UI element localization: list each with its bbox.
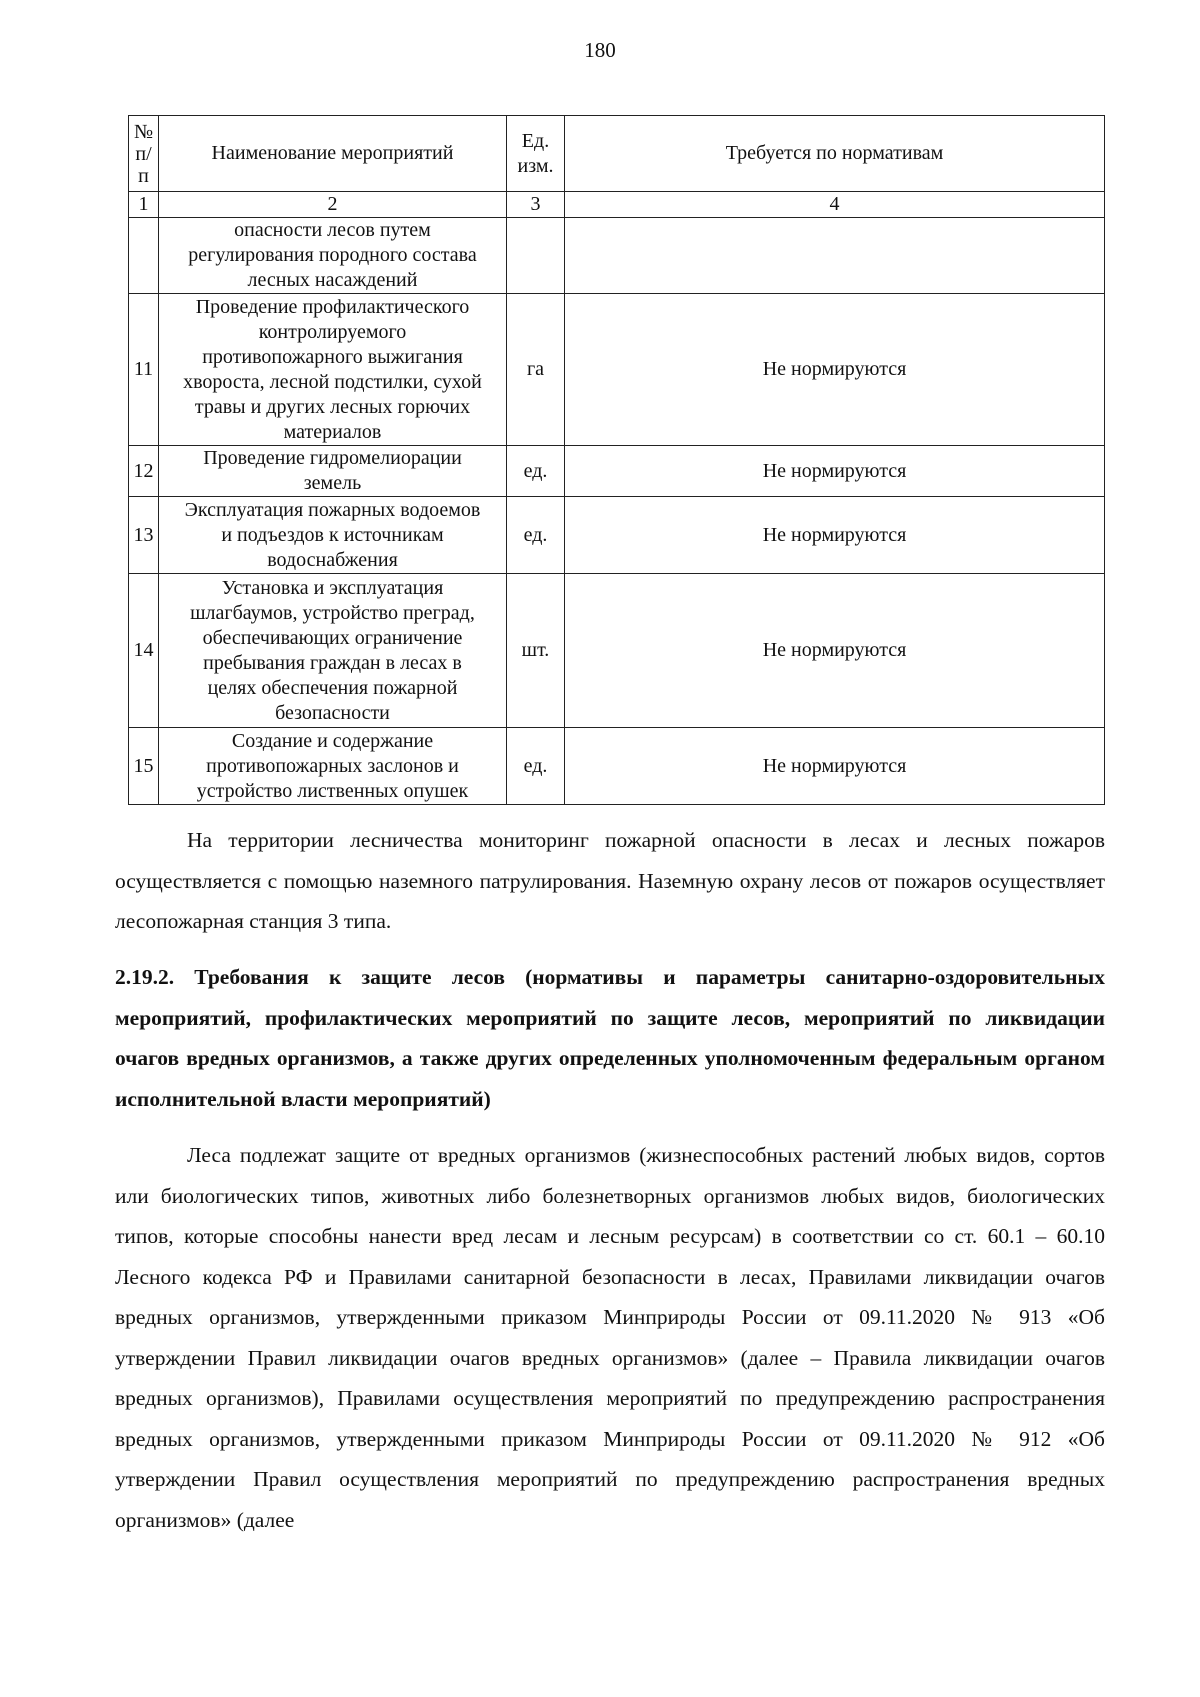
header-num-line: № xyxy=(133,120,154,143)
row-norm-cell xyxy=(565,218,1105,294)
row-name-line: противопожарного выжигания xyxy=(202,345,463,368)
row-norm-cell: Не нормируются xyxy=(565,574,1105,728)
row-norm-cell: Не нормируются xyxy=(565,294,1105,446)
row-name-line: Проведение профилактического xyxy=(195,295,470,318)
row-unit-cell: ед. xyxy=(507,446,565,497)
row-name-line: устройство лиственных опушек xyxy=(196,779,469,802)
row-name-cell xyxy=(159,294,507,446)
column-index-cell: 1 xyxy=(129,192,159,218)
row-num-cell: 15 xyxy=(129,728,159,805)
row-num-cell: 14 xyxy=(129,574,159,728)
row-name-line: шлагбаумов, устройство преград, xyxy=(190,601,475,624)
header-num-cell xyxy=(129,116,159,192)
row-name-line: лесных насаждений xyxy=(247,269,418,291)
header-unit-line: Ед. xyxy=(521,129,550,152)
row-num-cell: 11 xyxy=(129,294,159,446)
monitoring-paragraph-text: На территории лесничества мониторинг пожарной опасности в лесах и лесных пожаров осуществляется с помощью наземного патрулирования. Наземную охрану лесов от пожаров осуществляет лесопожарная станция 3 типа. xyxy=(115,828,1105,933)
table-row xyxy=(129,446,1105,497)
row-norm-cell: Не нормируются xyxy=(565,497,1105,574)
column-index-row xyxy=(129,192,1105,218)
row-name-line: целях обеспечения пожарной xyxy=(207,676,458,699)
measures-table xyxy=(128,115,1105,805)
row-num-cell: 12 xyxy=(129,446,159,497)
row-name-cell xyxy=(159,728,507,805)
row-name-line: земель xyxy=(303,472,362,494)
row-name-cell xyxy=(159,497,507,574)
row-name-line: опасности лесов путем xyxy=(234,219,431,241)
column-index-cell: 2 xyxy=(159,192,507,218)
row-name-line: противопожарных заслонов и xyxy=(206,754,459,777)
row-unit-cell: га xyxy=(507,294,565,446)
table-header-row xyxy=(129,116,1105,192)
row-name-line: Эксплуатация пожарных водоемов xyxy=(184,498,481,521)
row-norm-cell: Не нормируются xyxy=(565,446,1105,497)
row-name-line: водоснабжения xyxy=(267,548,398,571)
table-row xyxy=(129,728,1105,805)
page-number: 180 xyxy=(584,38,616,62)
row-num-cell xyxy=(129,218,159,294)
row-name-line: регулирования породного состава xyxy=(188,244,477,266)
table-row xyxy=(129,574,1105,728)
row-unit-cell: ед. xyxy=(507,497,565,574)
header-num-line: п/ xyxy=(135,142,152,165)
column-index-cell: 3 xyxy=(507,192,565,218)
row-name-line: и подъездов к источникам xyxy=(221,523,444,546)
header-unit-cell xyxy=(507,116,565,192)
row-unit-cell xyxy=(507,218,565,294)
header-unit-line: изм. xyxy=(517,154,554,177)
row-num-cell: 13 xyxy=(129,497,159,574)
row-unit-cell: ед. xyxy=(507,728,565,805)
row-name-line: пребывания граждан в лесах в xyxy=(203,651,462,674)
row-name-line: хвороста, лесной подстилки, сухой xyxy=(183,370,482,393)
row-name-line: Установка и эксплуатация xyxy=(221,576,444,599)
header-num-line: п xyxy=(138,164,149,187)
row-name-cell xyxy=(159,218,507,294)
table-row-continuation xyxy=(129,218,1105,294)
row-name-line: контролируемого xyxy=(258,320,407,343)
row-name-line: Создание и содержание xyxy=(231,729,434,752)
column-index-cell: 4 xyxy=(565,192,1105,218)
protection-paragraph-text: Леса подлежат защите от вредных организмов (жизнеспособных растений любых видов, сортов или биологических типов, животных либо болезнетворных организмов любых видов, биологических типов, которые способны нанести вред лесам и лесным ресурсам) в соответствии со ст. 60.1 – 60.10 Лесного кодекса РФ и Правилами санитарной безопасности в лесах, Правилами ликвидации очагов вредных организмов, утвержденными приказом Минприроды России от 09.11.2020 № 913 «Об утверждении Правил ликвидации очагов вредных организмов» (далее – Правила ликвидации очагов вредных организмов), Правилами осуществления мероприятий по предупреждению распространения вредных организмов, утвержденными приказом Минприроды России от 09.11.2020 № 912 «Об утверждении Правил осуществления мероприятий по предупреждению распространения вредных организмов» (далее xyxy=(115,1143,1105,1532)
row-name-line: обеспечивающих ограничение xyxy=(202,626,463,649)
row-norm-cell: Не нормируются xyxy=(565,728,1105,805)
section-heading xyxy=(115,957,1105,1119)
row-unit-cell: шт. xyxy=(507,574,565,728)
header-norm-cell: Требуется по нормативам xyxy=(565,116,1105,192)
protection-paragraph xyxy=(115,1135,1105,1540)
table-row xyxy=(129,294,1105,446)
row-name-line: безопасности xyxy=(275,701,390,724)
row-name-line: материалов xyxy=(283,420,382,443)
monitoring-paragraph xyxy=(115,820,1105,942)
header-name-cell: Наименование мероприятий xyxy=(159,116,507,192)
table-row xyxy=(129,497,1105,574)
row-name-cell xyxy=(159,574,507,728)
row-name-line: травы и других лесных горючих xyxy=(194,395,471,418)
section-heading-text: 2.19.2. Требования к защите лесов (нормативы и параметры санитарно-оздоровительных мероприятий, профилактических мероприятий по защите лесов, мероприятий по ликвидации очагов вредных организмов, а также других определенных уполномоченным федеральным органом исполнительной власти мероприятий) xyxy=(115,965,1105,1111)
row-name-cell xyxy=(159,446,507,497)
row-name-line: Проведение гидромелиорации xyxy=(203,447,462,469)
